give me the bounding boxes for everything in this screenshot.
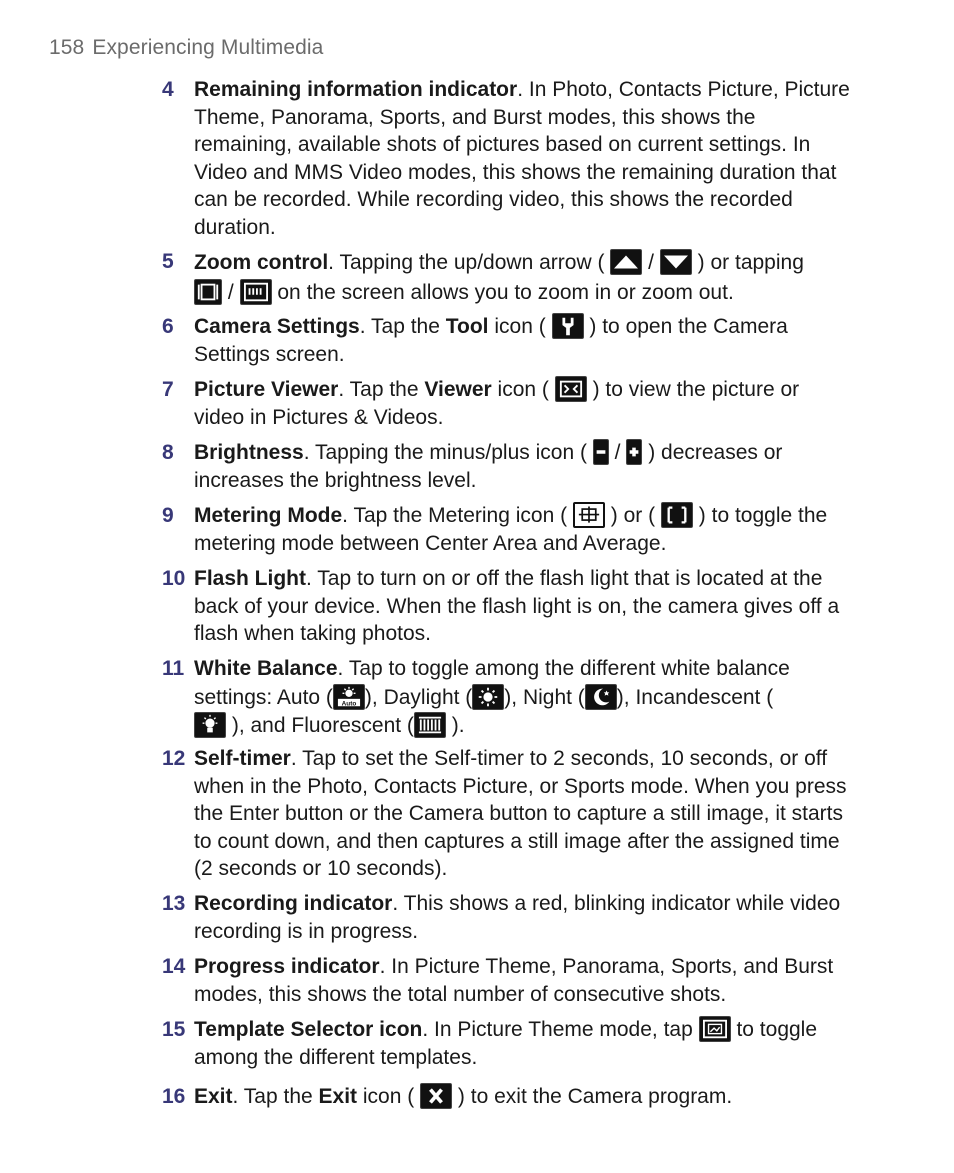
- item-text: . This shows a red, blinking indicator while video recording is in progress.: [194, 892, 841, 943]
- wb-incandescent-icon: [194, 712, 226, 738]
- item-title: Flash Light: [194, 567, 306, 590]
- metering-center-icon: [573, 502, 605, 528]
- svg-text:Auto: Auto: [341, 699, 357, 707]
- item-title: Remaining information indicator: [194, 78, 518, 101]
- item-title: Camera Settings: [194, 315, 360, 338]
- item-title: Brightness: [194, 441, 304, 464]
- item-text: . In Picture Theme, Panorama, Sports, and Burst modes, this shows the total number of consecutive shots.: [194, 955, 834, 1006]
- item-title: Self-timer: [194, 747, 291, 770]
- wb-fluorescent-icon: [414, 712, 446, 738]
- item-title: Metering Mode: [194, 504, 343, 527]
- minus-icon: [593, 439, 609, 465]
- plus-icon: [626, 439, 642, 465]
- item-number: 4: [162, 78, 174, 101]
- item-number: 11: [162, 657, 185, 680]
- item-title: Recording indicator: [194, 892, 393, 915]
- wb-night-icon: [585, 684, 617, 710]
- item-text: . In Photo, Contacts Picture, Picture Theme, Panorama, Sports, and Burst modes, this shows the remaining, available shots of pictures based on current settings. In Video and MMS Video modes, this shows the remaining duration that can be recorded. While recording video, this shows the recorded duration.: [194, 78, 850, 239]
- item-title: White Balance: [194, 657, 338, 680]
- page-number: 158: [49, 36, 85, 59]
- viewer-icon: [555, 376, 587, 402]
- section-title: Experiencing Multimedia: [92, 36, 324, 59]
- item-title: Progress indicator: [194, 955, 380, 978]
- item-number: 9: [162, 504, 174, 527]
- metering-average-icon: [661, 502, 693, 528]
- item-text: . Tap to turn on or off the flash light that is located at the back of your device. When the flash light is on, the camera gives off a flash when taking photos.: [194, 567, 840, 645]
- item-number: 15: [162, 1018, 186, 1041]
- template-selector-icon: [699, 1016, 731, 1042]
- wb-auto-icon: [333, 684, 365, 710]
- wb-daylight-icon: [472, 684, 504, 710]
- item-number: 14: [162, 955, 186, 978]
- up-arrow-icon: [610, 249, 642, 275]
- exit-icon: [420, 1083, 452, 1109]
- item-number: 6: [162, 315, 174, 338]
- item-number: 13: [162, 892, 186, 915]
- item-number: 10: [162, 567, 186, 590]
- down-arrow-icon: [660, 249, 692, 275]
- item-title: Exit: [194, 1085, 233, 1108]
- item-title: Picture Viewer: [194, 378, 339, 401]
- item-text: . Tap to set the Self-timer to 2 seconds, 10 seconds, or off when in the Photo, Contacts Picture, or Sports mode. When you press the Enter button or the Camera button to capture a still image, it starts to count down, and then captures a still image after the assigned time (2 seconds or 10 seconds).: [194, 747, 847, 880]
- item-number: 16: [162, 1085, 186, 1108]
- zoom-in-icon: [194, 279, 222, 305]
- item-number: 5: [162, 250, 174, 273]
- item-number: 8: [162, 441, 174, 464]
- zoom-out-icon: [240, 279, 272, 305]
- item-number: 7: [162, 378, 174, 401]
- item-title: Template Selector icon: [194, 1018, 423, 1041]
- page-header: [49, 36, 323, 60]
- item-title: Zoom control: [194, 251, 329, 274]
- item-number: 12: [162, 747, 186, 770]
- tool-icon: [552, 313, 584, 339]
